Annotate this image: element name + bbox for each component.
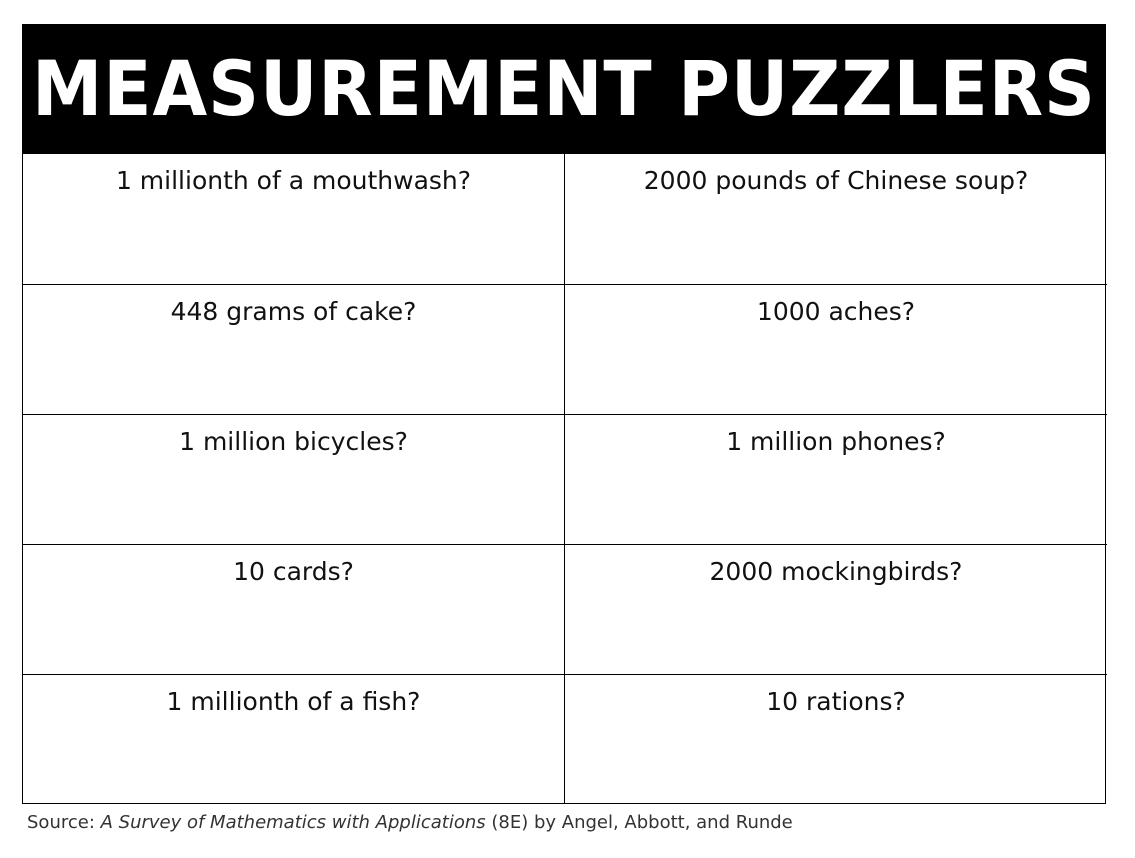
puzzler-cell: 1 millionth of a mouthwash? — [23, 154, 565, 284]
title-banner — [22, 24, 1106, 154]
source-prefix: Source: — [27, 812, 101, 833]
puzzler-cell: 10 cards? — [23, 544, 565, 674]
puzzler-table — [22, 154, 1106, 804]
puzzler-cell: 1000 aches? — [565, 284, 1107, 414]
puzzler-cell: 2000 pounds of Chinese soup? — [643, 166, 1029, 195]
puzzler-cell: 448 grams of cake? — [23, 284, 565, 414]
puzzler-cell: 1 millionth of a fish? — [23, 674, 565, 804]
puzzler-cell: 1 million phones? — [565, 414, 1107, 544]
source-suffix: (8E) by Angel, Abbott, and Runde — [485, 812, 793, 833]
puzzler-sheet — [22, 24, 1106, 804]
puzzler-cell: 10 rations? — [565, 674, 1107, 804]
puzzler-cell: 2000 mockingbirds? — [565, 544, 1107, 674]
source-book-title: A Survey of Mathematics with Applications — [100, 812, 486, 833]
page-title: MEASUREMENT PUZZLERS — [32, 44, 1096, 133]
source-citation — [27, 812, 793, 833]
puzzler-cell: 1 million bicycles? — [23, 414, 565, 544]
